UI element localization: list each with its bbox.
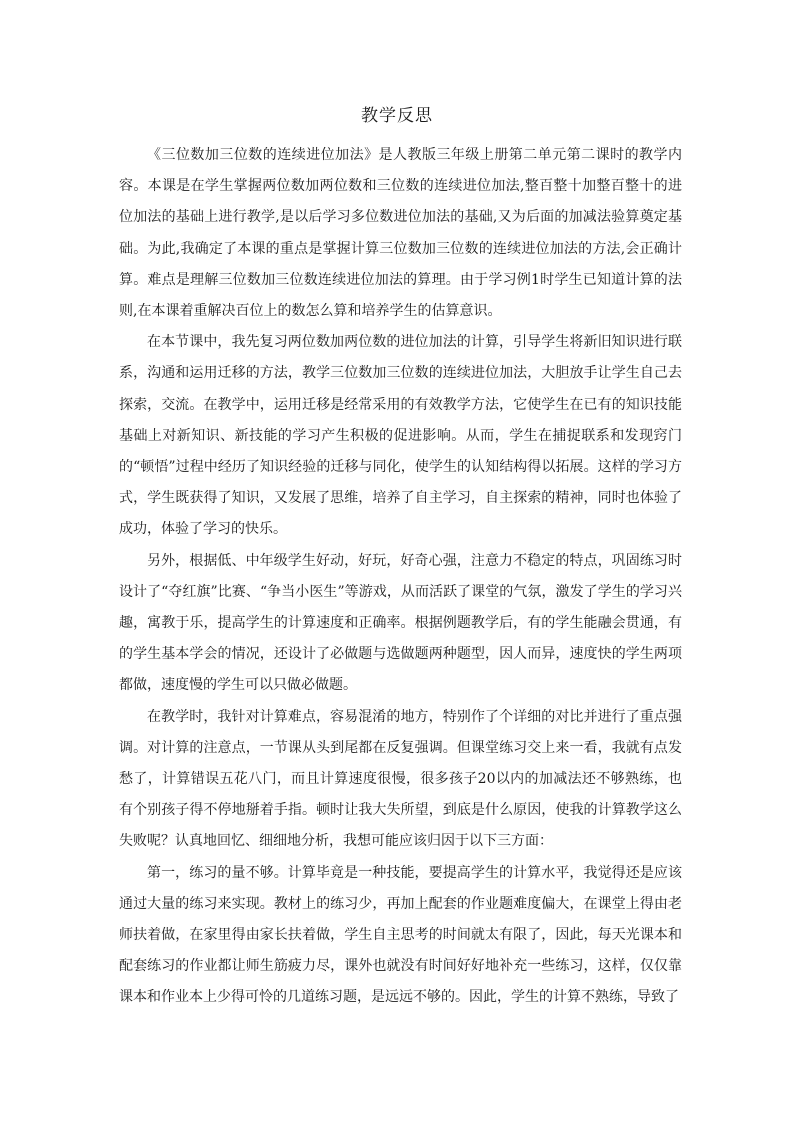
paragraph-5: 第一，练习的量不够。计算毕竟是一种技能，要提高学生的计算水平，我觉得还是应该通过大量的练习来实现。教材上的练习少，再加上配套的作业题难度偏大，在课堂上得由老师扶着做，在家里得由家长扶着做，学生自主思考的时间就太有限了，因此，每天光课本和配套练习的作业都让师生筋疲力尽，课外也就没有时间好好地补充一些练习，这样，仅仅靠课本和作业本上少得可怜的几道练习题，是远远不够的。因此，学生的计算不熟练，导致了 [119,864,682,1006]
paragraph-4: 在教学时，我针对计算难点，容易混淆的地方，特别作了个详细的对比并进行了重点强调。对计算的注意点，一节课从头到尾都在反复强调。但课堂练习交上来一看，我就有点发愁了，计算错误五花八门，而且计算速度很慢，很多孩子20以内的加减法还不够熟练，也有个别孩子得不停地掰着手指。顿时让我大失所望，到底是什么原因，使我的计算教学这么失败呢？认真地回忆、细细地分析，我想可能应该归因于以下三方面： [119,708,682,850]
document-title: 教学反思 [361,106,433,126]
document-body [119,140,682,1014]
paragraph-3: 另外，根据低、中年级学生好动，好玩，好奇心强，注意力不稳定的特点，巩固练习时设计了“夺红旗”比赛、“争当小医生”等游戏，从而活跃了课堂的气氛，激发了学生的学习兴趣，寓教于乐，提高学生的计算速度和正确率。根据例题教学后，有的学生能融会贯通，有的学生基本学会的情况，还设计了必做题与选做题两种题型，因人而异，速度快的学生两项都做，速度慢的学生可以只做必做题。 [119,552,682,694]
paragraph-1: 《三位数加三位数的连续进位加法》是人教版三年级上册第二单元第二课时的教学内容。本课是在学生掌握两位数加两位数和三位数的连续进位加法,整百整十加整百整十的进位加法的基础上进行教学,是以后学习多位数进位加法的基础,又为后面的加减法验算奠定基础。为此,我确定了本课的重点是掌握计算三位数加三位数的连续进位加法的方法,会正确计算。难点是理解三位数加三位数连续进位加法的算理。由于学习例1时学生已知道计算的法则,在本课着重解决百位上的数怎么算和培养学生的估算意识。 [119,147,682,320]
paragraph-2: 在本节课中，我先复习两位数加两位数的进位加法的计算，引导学生将新旧知识进行联系，沟通和运用迁移的方法，教学三位数加三位数的连续进位加法，大胆放手让学生自己去探索，交流。在教学中，运用迁移是经常采用的有效教学方法，它使学生在已有的知识技能基础上对新知识、新技能的学习产生积极的促进影响。从而，学生在捕捉联系和发现窍门的“顿悟”过程中经历了知识经验的迁移与同化，使学生的认知结构得以拓展。这样的学习方式，学生既获得了知识，又发展了思维，培养了自主学习，自主探索的精神，同时也体验了成功，体验了学习的快乐。 [119,334,682,538]
